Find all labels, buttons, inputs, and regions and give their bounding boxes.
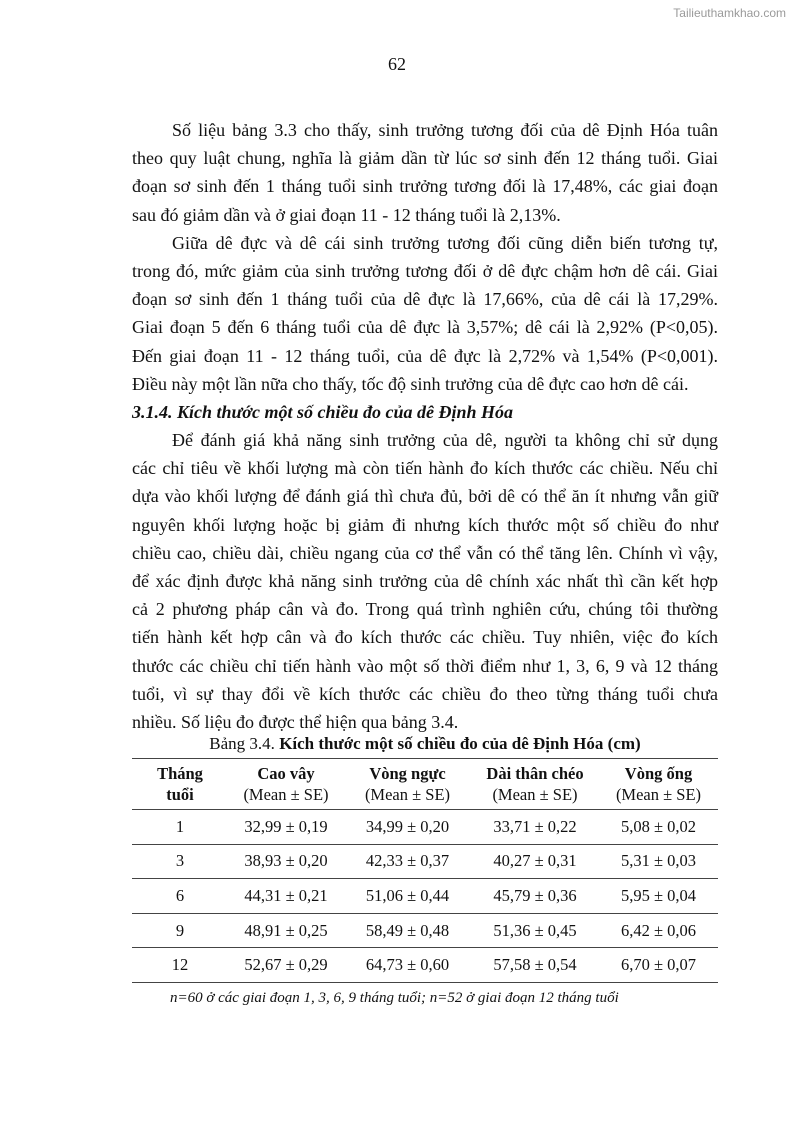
text-line: chiều cao, chiều dài, chiều ngang của cơ thể vẫn có thể tăng lên. Chính vì vậy,: [132, 542, 718, 563]
table-note: n=60 ở các giai đoạn 1, 3, 6, 9 tháng tuổi; n=52 ở giai đoạn 12 tháng tuổi: [170, 990, 619, 1006]
text-line: cả 2 phương pháp cân và đo. Trong quá trình nghiên cứu, chúng tôi thường: [132, 599, 718, 620]
text-line: các chỉ tiêu về khối lượng mà còn tiến hành đo kích thước các chiều. Nếu chỉ: [132, 458, 718, 479]
text-line: Đến giai đoạn 11 - 12 tháng tuổi, của dê đực là 2,72% và 1,54% (P<0,001).: [132, 345, 718, 366]
page-number: 62: [388, 54, 406, 74]
text-line: theo quy luật chung, nghĩa là giảm dần từ lúc sơ sinh đến 12 tháng tuổi. Giai: [132, 148, 718, 169]
table-cell: 5,95 ± 0,04: [620, 885, 697, 905]
table-cell: 32,99 ± 0,19: [244, 816, 328, 836]
table-cell: 3: [175, 851, 185, 871]
table-cell: 51,06 ± 0,44: [365, 885, 450, 905]
text-line: nhiều. Số liệu đo được thể hiện qua bảng 3.4.: [132, 711, 459, 732]
paragraph-2: [132, 229, 718, 398]
header-sub: (Mean ± SE): [243, 785, 329, 804]
text-line: nguyên khối lượng hoặc bị giảm đi nhưng kích thước một số chiều đo như: [132, 514, 718, 535]
watermark: Tailieuthamkhao.com: [673, 6, 786, 20]
header-cannon: [599, 759, 718, 810]
table-cell: 34,99 ± 0,20: [365, 816, 450, 836]
text-line: Điều này một lần nữa cho thấy, tốc độ sinh trưởng của dê đực cao hơn dê cái.: [132, 373, 689, 394]
table-header-row: [132, 759, 718, 810]
text-line: Giai đoạn 5 đến 6 tháng tuổi của dê đực là 3,57%; dê cái là 2,92% (P<0,05).: [132, 317, 718, 338]
table-cell: 12: [171, 955, 189, 975]
text-line: Số liệu bảng 3.3 cho thấy, sinh trưởng tương đối của dê Định Hóa tuân: [172, 120, 718, 140]
section-heading: 3.1.4. Kích thước một số chiều đo của dê Định Hóa: [132, 401, 513, 422]
text-line: đoạn sơ sinh đến 1 tháng tuổi của dê đực là 17,66%, của dê cái là 17,29%.: [132, 289, 718, 310]
table-cell: 38,93 ± 0,20: [244, 851, 328, 871]
table-cell: 40,27 ± 0,31: [493, 851, 577, 871]
text-line: tuổi, vì sự thay đổi về kích thước các chiều đo theo từng tháng tuổi chưa: [132, 683, 718, 704]
header-title: Tháng tuổi: [157, 764, 203, 804]
header-title: Vòng ngực: [369, 764, 446, 783]
table-cell: 64,73 ± 0,60: [365, 955, 450, 975]
header-body-length: [471, 759, 599, 810]
text-line: tiến hành kết hợp cân và đo kích thước các chiều. Tuy nhiên, việc đo kích: [132, 627, 718, 648]
text-line: thước các chiều chỉ tiến hành vào một số thời điểm như 1, 3, 6, 9 và 12 tháng: [132, 655, 718, 676]
paragraph-1: [132, 116, 718, 229]
table-cell: 51,36 ± 0,45: [493, 920, 577, 940]
table-cell: 1: [175, 816, 185, 836]
header-chest: [344, 759, 471, 810]
table-cell: 52,67 ± 0,29: [244, 955, 328, 975]
caption-title: Kích thước một số chiều đo của dê Định Hóa (cm): [279, 734, 641, 753]
table-cell: 5,31 ± 0,03: [620, 851, 697, 871]
table-row: [132, 913, 718, 948]
table-cell: 48,91 ± 0,25: [244, 920, 328, 940]
header-height: [228, 759, 344, 810]
table-row: [132, 879, 718, 914]
table-row: [132, 844, 718, 879]
header-title: Dài thân chéo: [486, 764, 584, 783]
header-sub: (Mean ± SE): [364, 785, 451, 804]
table-cell: 6,70 ± 0,07: [620, 955, 697, 975]
paragraph-3: [132, 426, 718, 736]
table-cell: 45,79 ± 0,36: [493, 885, 577, 905]
text-line: để xác định được khả năng sinh trưởng của dê chính xác nhất thì cần kết hợp: [132, 571, 718, 591]
table-cell: 33,71 ± 0,22: [493, 816, 577, 836]
caption-prefix: Bảng 3.4.: [209, 734, 280, 753]
table-row: [132, 810, 718, 845]
header-title: Vòng ống: [624, 764, 693, 783]
table-cell: 5,08 ± 0,02: [620, 816, 697, 836]
table-cell: 42,33 ± 0,37: [365, 851, 450, 871]
table-cell: 9: [175, 920, 185, 940]
table-caption: [132, 732, 718, 756]
text-line: dựa vào khối lượng để đánh giá thì chưa đủ, bởi dê có thể ăn ít nhưng vẫn giữ: [132, 486, 718, 507]
table-cell: 57,58 ± 0,54: [493, 955, 577, 975]
measurements-table: [132, 758, 718, 983]
table-row: [132, 948, 718, 983]
table-cell: 6,42 ± 0,06: [620, 920, 697, 940]
table-cell: 58,49 ± 0,48: [365, 920, 450, 940]
text-line: đoạn sơ sinh đến 1 tháng tuổi sinh trưởng tương đối là 17,48%, các giai đoạn: [132, 176, 718, 197]
body-text: [132, 116, 718, 736]
text-line: trong đó, mức giảm của sinh trưởng tương đối ở dê đực chậm hơn dê cái. Giai: [132, 260, 718, 281]
header-month: [132, 759, 228, 810]
text-line: sau đó giảm dần và ở giai đoạn 11 - 12 tháng tuổi là 2,13%.: [132, 204, 561, 225]
text-line: Để đánh giá khả năng sinh trưởng của dê, người ta không chỉ sử dụng: [172, 430, 718, 451]
header-sub: (Mean ± SE): [615, 785, 702, 804]
text-line: Giữa dê đực và dê cái sinh trưởng tương đối cũng diễn biến tương tự,: [172, 232, 718, 253]
header-title: Cao vây: [257, 764, 315, 783]
header-sub: (Mean ± SE): [492, 785, 578, 804]
table-cell: 44,31 ± 0,21: [244, 885, 328, 905]
table-cell: 6: [175, 885, 185, 905]
